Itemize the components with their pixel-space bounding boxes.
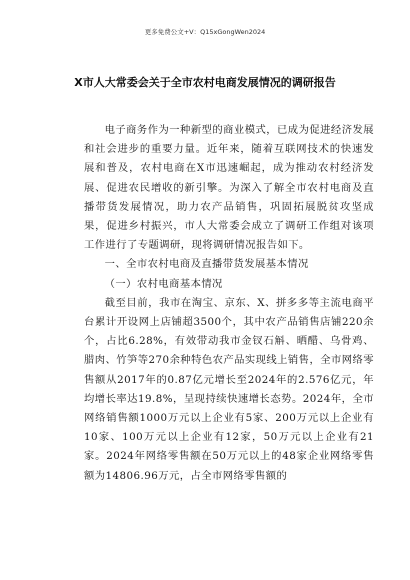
header-note: 更多免费公文+V：Q15xGongWen2024 xyxy=(144,28,266,36)
subsection-heading-1: （一）农村电商基本情况 xyxy=(104,277,223,290)
document-title: X市人大常委会关于全市农村电商发展情况的调研报告 xyxy=(74,76,336,89)
section-heading-1: 一、全市农村电商及直播带货发展基本情况 xyxy=(104,258,309,271)
document-body xyxy=(84,121,374,486)
body-paragraph: 截至目前，我市在淘宝、京东、X、拼多多等主流电商平台累计开设网上店铺超3500个，其中农产品销售店铺220余个，占比6.28%，有效带动我市金钗石斛、晒醋、乌骨鸡、腊肉、竹笋等270余种特色农产品实现线上销售，全市网络零售额从2017年的0.87亿元增长至2024年的2.576亿元，年均增长率达19.8%，呈现持续快速增长态势。2024年，全市网络销售额1000万元以上企业有5家、200万元以上企业有10家、100万元以上企业有12家，50万元以上企业有21家。2024年网络零售额在50万元以上的48家企业网络零售额为14806.96万元，占全市网络零售额的 xyxy=(84,296,374,482)
intro-paragraph: 电子商务作为一种新型的商业模式，已成为促进经济发展和社会进步的重要力量。近年来，随着互联网技术的快速发展和普及，农村电商在X市迅速崛起，成为推动农村经济发展、促进农民增收的新引擎。为深入了解全市农村电商及直播带货发展情况，助力农产品销售，巩固拓展脱贫攻坚成果，促进乡村振兴，市人大常委会成立了调研工作组对该项工作进行了专题调研，现将调研情况报告如下。 xyxy=(84,124,374,252)
